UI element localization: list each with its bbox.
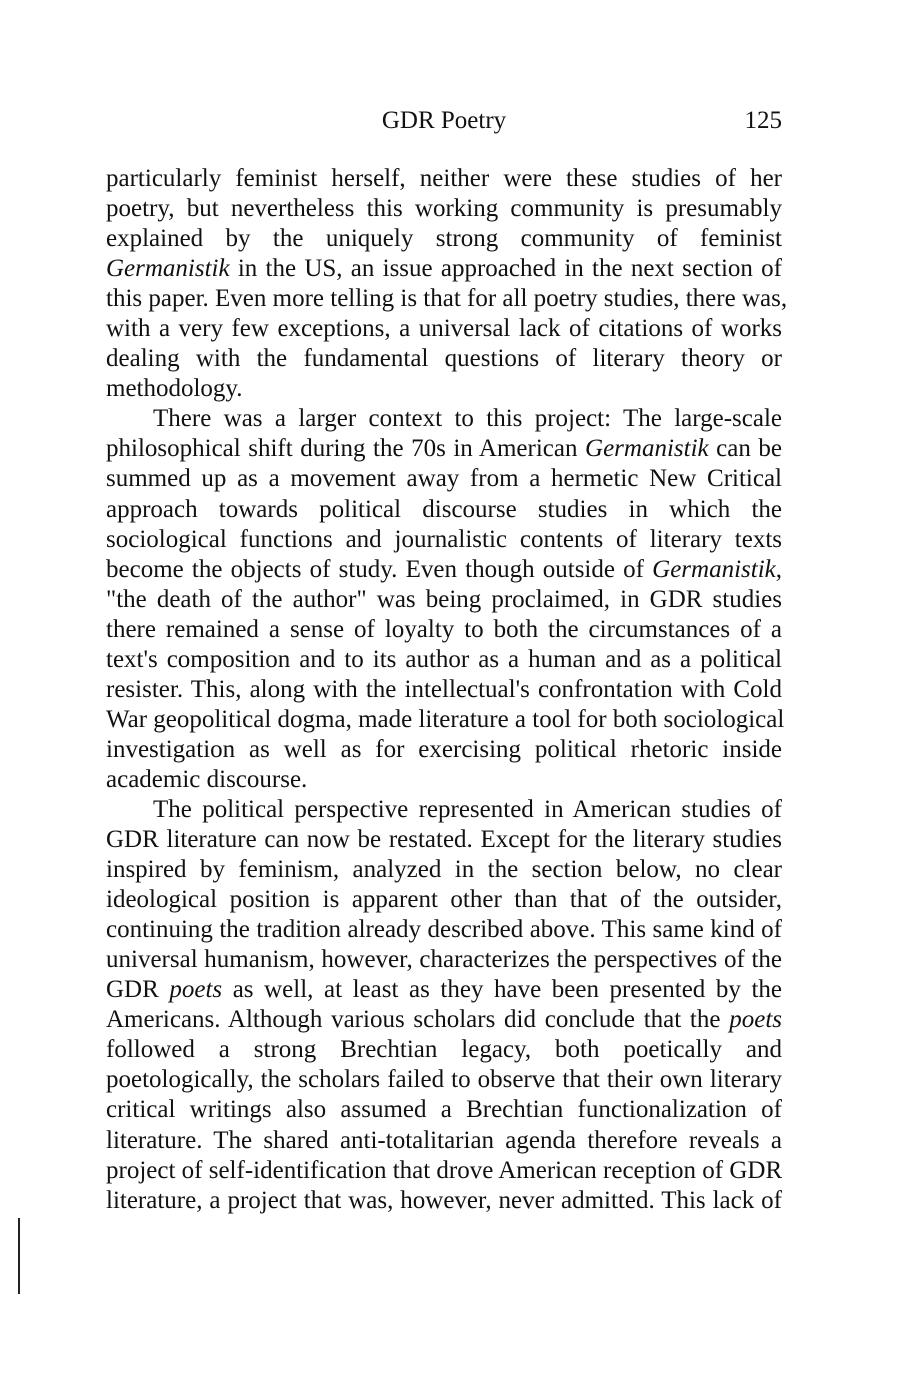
text-line: poetry, but nevertheless this working community is presumably xyxy=(106,195,782,223)
text-line: GDR poets as well, at least as they have been presented by the xyxy=(106,976,782,1004)
text-line: The political perspective represented in American studies of xyxy=(153,795,782,823)
text-line: There was a larger context to this project: The large-scale xyxy=(153,405,782,433)
text-line: project of self-identification that drove American reception of GDR xyxy=(106,1156,783,1184)
text-line: summed up as a movement away from a hermetic New Critical xyxy=(106,465,782,493)
text-line: universal humanism, however, characterizes the perspectives of the xyxy=(106,946,782,974)
text-line: explained by the uniquely strong community of feminist xyxy=(106,225,782,253)
running-title: GDR Poetry xyxy=(381,107,507,134)
text-line: Germanistik in the US, an issue approached in the next section of xyxy=(106,255,782,283)
text-line: there remained a sense of loyalty to both the circumstances of a xyxy=(106,615,782,643)
text-line: investigation as well as for exercising political rhetoric inside xyxy=(106,735,782,763)
text-line: with a very few exceptions, a universal lack of citations of works xyxy=(106,315,782,343)
margin-mark xyxy=(18,1218,20,1294)
text-line: text's composition and to its author as a human and as a political xyxy=(106,645,782,673)
text-line: ideological position is apparent other than that of the outsider, xyxy=(106,886,782,914)
text-line: methodology. xyxy=(106,375,243,403)
text-line: literature. The shared anti-totalitarian agenda therefore reveals a xyxy=(106,1126,782,1154)
text-line: particularly feminist herself, neither were these studies of her xyxy=(106,165,782,192)
text-line: Americans. Although various scholars did conclude that the poets xyxy=(106,1006,782,1034)
text-line: inspired by feminism, analyzed in the section below, no clear xyxy=(106,856,782,884)
text-line: critical writings also assumed a Brechtian functionalization of xyxy=(106,1096,782,1124)
text-line: poetologically, the scholars failed to observe that their own literary xyxy=(106,1066,782,1094)
paragraph xyxy=(106,164,788,404)
text-line: resister. This, along with the intellectual's confrontation with Cold xyxy=(106,675,782,703)
text-line: this paper. Even more telling is that for all poetry studies, there was, xyxy=(106,285,788,313)
text-line: approach towards political discourse studies in which the xyxy=(106,495,782,523)
text-line: sociological functions and journalistic contents of literary texts xyxy=(106,525,782,553)
text-line: followed a strong Brechtian legacy, both poetically and xyxy=(106,1036,782,1064)
text-line: dealing with the fundamental questions of literary theory or xyxy=(106,345,782,373)
paragraph xyxy=(106,404,785,795)
text-line: "the death of the author" was being proclaimed, in GDR studies xyxy=(106,585,782,613)
text-line: War geopolitical dogma, made literature a tool for both sociological xyxy=(106,705,785,733)
text-line: literature, a project that was, however, never admitted. This lack of xyxy=(106,1186,782,1214)
page-number: 125 xyxy=(744,107,782,134)
text-line: academic discourse. xyxy=(106,765,308,793)
text-line: become the objects of study. Even though outside of Germanistik, xyxy=(106,555,782,583)
text-line: GDR literature can now be restated. Except for the literary studies xyxy=(106,826,782,854)
text-line: philosophical shift during the 70s in American Germanistik can be xyxy=(106,435,782,463)
text-line: continuing the tradition already described above. This same kind of xyxy=(106,916,782,944)
paragraph xyxy=(106,795,782,1216)
body-text xyxy=(106,164,788,1216)
running-header xyxy=(106,103,782,139)
